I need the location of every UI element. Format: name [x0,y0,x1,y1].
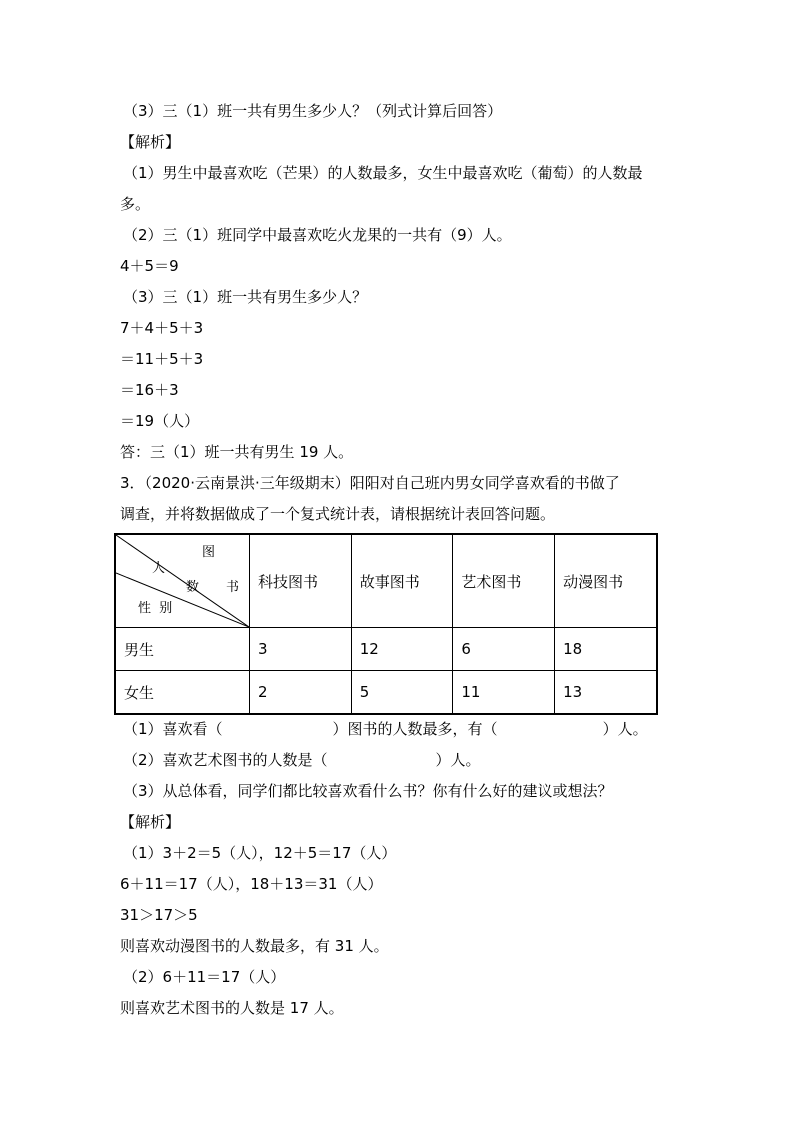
table-cell: 12 [351,628,453,671]
table-row [115,628,657,671]
analysis-heading: 【解析】 [120,813,181,831]
table-cell: 5 [351,671,453,715]
diag-label-ren: 人 [152,561,166,576]
solution-line: 6＋11＝17（人），18＋13＝31（人） [120,875,383,893]
calc-line: 7＋4＋5＋3 [120,319,204,337]
question-3b-line-2: 调查，并将数据做成了一个复式统计表，请根据统计表回答问题。 [120,505,556,523]
solution-line: 31＞17＞5 [120,906,198,924]
document-page [120,96,680,1024]
sub-question-3: （3）从总体看，同学们都比较喜欢看什么书？你有什么好的建议或想法？ [123,782,613,800]
sub1-part-b: ）图书的人数最多，有（ [332,720,498,738]
table-row [115,671,657,715]
column-header: 动漫图书 [555,534,657,628]
sub1-part-a: （1）喜欢看（ [123,720,223,738]
answer-2: （2）三（1）班同学中最喜欢吃火龙果的一共有（9）人。 [123,226,512,244]
solution-line: 则喜欢艺术图书的人数是 17 人。 [120,999,344,1017]
sub-question-2 [120,745,680,776]
column-header: 艺术图书 [453,534,555,628]
statistics-table [114,533,658,715]
question-3b-line-1: 3．（2020·云南景洪·三年级期末）阳阳对自己班内男女同学喜欢看的书做了 [120,474,620,492]
analysis-heading: 【解析】 [120,133,181,151]
calc-line: 4＋5＝9 [120,257,179,275]
sub1-part-c: ）人。 [602,720,648,738]
solution-line: （2）6＋11＝17（人） [123,968,286,986]
table-cell: 2 [250,671,352,715]
table-cell: 6 [453,628,555,671]
row-label: 女生 [115,671,250,715]
row-label: 男生 [115,628,250,671]
table-cell: 18 [555,628,657,671]
calc-line: ＝16＋3 [120,381,179,399]
diag-label-tu: 图 [202,545,216,560]
column-header: 科技图书 [250,534,352,628]
calc-line: ＝11＋5＋3 [120,350,204,368]
table-header-row [115,534,657,628]
sub2-part-b: ）人。 [435,751,481,769]
final-answer: 答：三（1）班一共有男生 19 人。 [120,443,354,461]
sub-question-1 [120,714,680,745]
diag-label-shu-book: 书 [226,580,240,595]
diag-label-shu: 数 [186,580,200,595]
solution-line: （1）3＋2＝5（人），12＋5＝17（人） [123,844,397,862]
table-cell: 3 [250,628,352,671]
diag-label-gender: 性 别 [138,601,173,616]
sub2-part-a: （2）喜欢艺术图书的人数是（ [123,751,328,769]
answer-1-line-1: （1）男生中最喜欢吃（芒果）的人数最多，女生中最喜欢吃（葡萄）的人数最 [123,164,643,182]
calc-line: ＝19（人） [120,412,200,430]
answer-1-line-2: 多。 [120,195,151,213]
table-cell: 11 [453,671,555,715]
column-header: 故事图书 [351,534,453,628]
solution-line: 则喜欢动漫图书的人数最多，有 31 人。 [120,937,389,955]
question-3-text: （3）三（1）班一共有男生多少人？（列式计算后回答） [123,102,503,120]
answer-3-question: （3）三（1）班一共有男生多少人？ [123,288,368,306]
diagonal-header-cell [115,534,250,628]
table-cell: 13 [555,671,657,715]
